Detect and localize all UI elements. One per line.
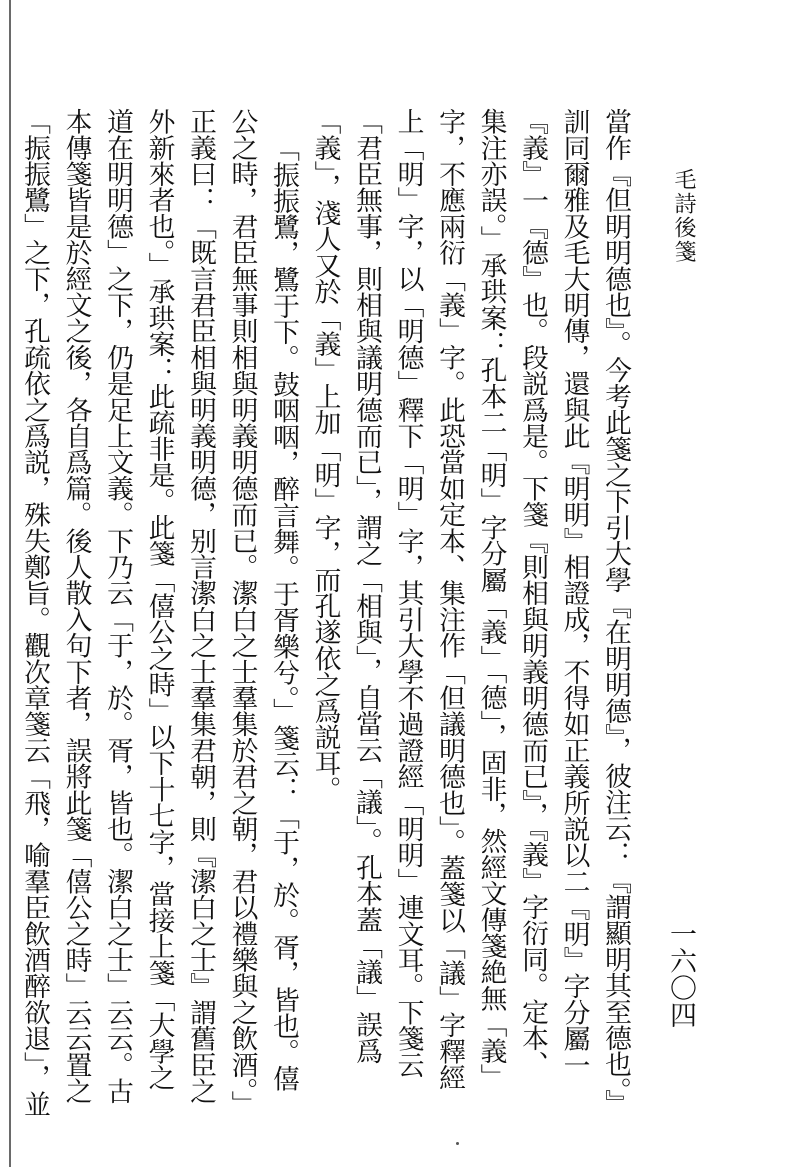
text-column: 字，不應兩衍「義」字。此恐當如定本、集注作「但議明德也」。蓋箋以「議」字釋經 (434, 108, 465, 1091)
text-column: 當作『但明明德也』。今考此箋之下引大學『在明明德』，彼注云：『謂顯明其至德也。』 (600, 108, 631, 1116)
text-column: 上「明」字，以「明德」釋下「明」字，其引大學不過證經「明明」連文耳。下箋云 (392, 108, 424, 1078)
text-column: 『義』一『德』也。段説爲是。下箋『則相與明義明德而已』，『義』字衍同。定本、 (517, 108, 548, 1077)
text-column: 本傳箋皆是於經文之後，各自爲篇。後人散入句下者，誤將此箋「僖公之時」云云置之 (60, 108, 92, 1104)
text-column: 道在明明德」之下，仍是足上文義。下乃云「于，於。胥，皆也。潔白之士」云云。古 (102, 108, 133, 1104)
main-text (19, 108, 636, 1117)
text-column: 正義曰：「既言君臣相與明義明德，别言潔白之士羣集君朝，則『潔白之士』謂舊臣之 (185, 108, 216, 1104)
text-column: 「振振鷺，鷺于下。鼓咽咽，醉言舞。于胥樂兮。」箋云：「于，於。胥，皆也。僖 (268, 135, 299, 1091)
text-column: 訓同爾雅及毛大明傳，還與此『明明』相證成，不得如正義所説以二『明』字分屬一 (558, 108, 590, 1078)
running-title: 毛詩後箋 (671, 168, 696, 264)
text-column: 「振振鷺」之下，孔疏依之爲説，殊失鄭旨。觀次章箋云「飛，喻羣臣飲酒醉欲退」，並 (19, 108, 50, 1117)
page-number: 一六〇四 (665, 920, 696, 1028)
text-column: 「君臣無事，則相與議明德而已」，謂之「相與」，自當云「議」。孔本蓋「議」誤爲 (351, 108, 382, 1064)
page-binding-line (9, 0, 11, 1167)
text-column: 外新來者也。」承珙案：此疏非是。此箋「僖公之時」以下十七字，當接上箋「大學之 (143, 108, 175, 1091)
text-column: 公之時，君臣無事則相與明義明德而已。潔白之士羣集於君之朝，君以禮樂與之飲酒。」 (226, 108, 258, 1117)
text-column: 集注亦誤。」承珙案：孔本二「明」字分屬「義」「德」，固非，然經文傳箋絶無「義」 (475, 108, 507, 1090)
scan-speck (456, 1142, 459, 1145)
text-column: 「義」，淺人又於「義」上加「明」字，而孔遂依之爲説耳。 (309, 108, 341, 802)
